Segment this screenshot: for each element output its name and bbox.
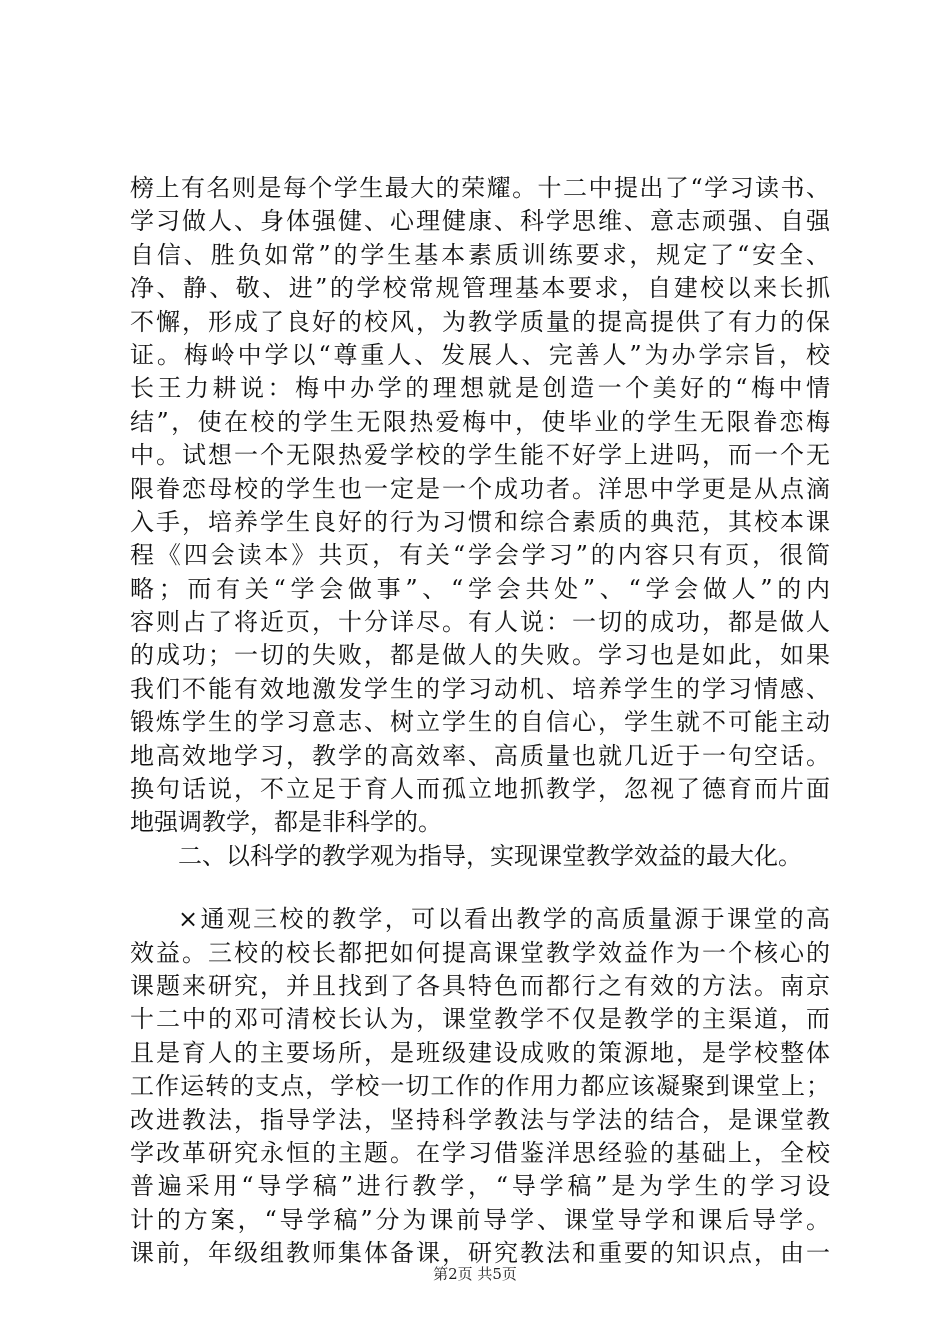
text-line: 的成功；一切的失败，都是做人的失败。学习也是如此，如果 xyxy=(130,641,830,670)
text-line: 榜上有名则是每个学生最大的荣耀。十二中提出了“学习读书、 xyxy=(130,174,830,202)
text-line: 结”，使在校的学生无限热爱梅中，使毕业的学生无限眷恋梅 xyxy=(130,407,830,436)
text-line: 工作运转的支点，学校一切工作的作用力都应该凝聚到课堂上； xyxy=(130,1072,830,1101)
text-line: 证。梅岭中学以“尊重人、发展人、完善人”为办学宗旨，校 xyxy=(130,340,830,369)
text-line: 我们不能有效地激发学生的学习动机、培养学生的学习情感、 xyxy=(130,674,830,703)
page-number-footer: 第2页 共5页 xyxy=(433,1265,517,1283)
section-heading: 二、以科学的教学观为指导，实现课堂教学效益的最大化。 xyxy=(178,841,802,870)
text-line: 学改革研究永恒的主题。在学习借鉴洋思经验的基础上，全校 xyxy=(130,1138,830,1167)
text-line: 限眷恋母校的学生也一定是一个成功者。洋思中学更是从点滴 xyxy=(130,474,830,503)
text-line: 入手，培养学生良好的行为习惯和综合素质的典范，其校本课 xyxy=(130,507,830,536)
paragraph-gap xyxy=(130,873,830,903)
text-line: 课题来研究，并且找到了各具特色而都行之有效的方法。南京 xyxy=(130,971,830,1000)
paragraph-2 xyxy=(130,903,830,1270)
text-line: 且是育人的主要场所，是班级建设成败的策源地，是学校整体 xyxy=(130,1038,830,1067)
text-line: ×通观三校的教学，可以看出教学的高质量源于课堂的高 xyxy=(178,905,830,934)
text-line: 普遍采用“导学稿”进行教学，“导学稿”是为学生的学习设 xyxy=(130,1172,830,1201)
text-line: 效益。三校的校长都把如何提高课堂教学效益作为一个核心的 xyxy=(130,938,830,967)
text-line: 净、静、敬、进”的学校常规管理基本要求，自建校以来长抓 xyxy=(130,274,830,303)
text-line: 长王力耕说：梅中办学的理想就是创造一个美好的“梅中情 xyxy=(130,374,830,403)
text-line: 自信、胜负如常”的学生基本素质训练要求，规定了“安全、 xyxy=(130,240,830,269)
text-line: 地强调教学，都是非科学的。 xyxy=(130,808,442,837)
body-text xyxy=(130,172,830,1271)
text-line: 地高效地学习，教学的高效率、高质量也就几近于一句空话。 xyxy=(130,741,830,770)
text-line: 改进教法，指导学法，坚持科学教法与学法的结合，是课堂教 xyxy=(130,1105,830,1134)
text-line: 中。试想一个无限热爱学校的学生能不好学上进吗，而一个无 xyxy=(130,441,830,470)
text-line: 课前，年级组教师集体备课，研究教法和重要的知识点，由一 xyxy=(130,1239,830,1268)
text-line: 换句话说，不立足于育人而孤立地抓教学，忽视了德育而片面 xyxy=(130,775,830,804)
text-line: 锻炼学生的学习意志、树立学生的自信心，学生就不可能主动 xyxy=(130,708,830,737)
text-line: 程《四会读本》共页，有关“学会学习”的内容只有页，很简 xyxy=(130,541,830,570)
text-line: 学习做人、身体强健、心理健康、科学思维、意志顽强、自强 xyxy=(130,207,830,236)
paragraph-1 xyxy=(130,172,830,840)
text-line: 容则占了将近页，十分详尽。有人说：一切的成功，都是做人 xyxy=(130,608,830,637)
text-line: 十二中的邓可清校长认为，课堂教学不仅是教学的主渠道，而 xyxy=(130,1005,830,1034)
text-line: 计的方案，“导学稿”分为课前导学、课堂导学和课后导学。 xyxy=(130,1205,830,1234)
text-line: 不懈，形成了良好的校风，为教学质量的提高提供了有力的保 xyxy=(130,307,830,336)
text-line: 略；而有关“学会做事”、“学会共处”、“学会做人”的内 xyxy=(130,574,830,603)
